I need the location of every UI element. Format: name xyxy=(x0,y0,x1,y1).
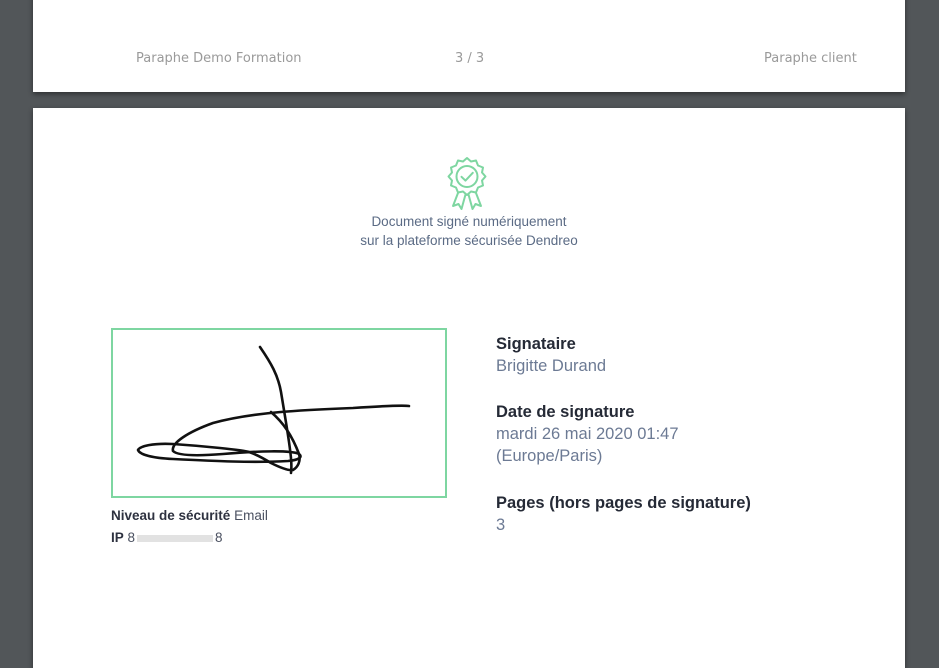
ip-start: 8 xyxy=(127,530,136,545)
ip-label: IP xyxy=(111,530,124,545)
certification-line-1: Document signé numériquement xyxy=(371,214,567,229)
signature-date-value: mardi 26 mai 2020 01:47 xyxy=(496,425,679,443)
handwritten-signature xyxy=(113,330,445,496)
certified-badge-icon xyxy=(445,156,489,212)
signature-box xyxy=(111,328,447,498)
security-level-label: Niveau de sécurité xyxy=(111,508,231,523)
certification-text xyxy=(33,212,905,250)
signatory-label: Signataire xyxy=(496,335,576,353)
pages-label: Pages (hors pages de signature) xyxy=(496,494,751,512)
signature-date-block xyxy=(496,402,876,467)
certification-line-2: sur la plateforme sécurisée Dendreo xyxy=(360,233,578,248)
signatory-block xyxy=(496,334,876,377)
page-number: 3 / 3 xyxy=(455,51,485,66)
signature-info xyxy=(496,334,876,561)
footer-left-text: Paraphe Demo Formation xyxy=(136,51,302,66)
pages-count: 3 xyxy=(496,516,506,534)
signature-timezone: (Europe/Paris) xyxy=(496,447,603,465)
footer-right-text: Paraphe client xyxy=(764,51,857,66)
ip-address xyxy=(111,530,223,545)
security-level-value: Email xyxy=(234,508,268,523)
previous-page xyxy=(33,0,905,92)
security-level xyxy=(111,508,268,523)
signature-certificate-page xyxy=(33,108,905,668)
signatory-name: Brigitte Durand xyxy=(496,357,607,375)
ip-end: 8 xyxy=(215,530,223,545)
ip-redaction xyxy=(137,535,213,542)
pages-block xyxy=(496,493,876,536)
signature-date-label: Date de signature xyxy=(496,403,635,421)
